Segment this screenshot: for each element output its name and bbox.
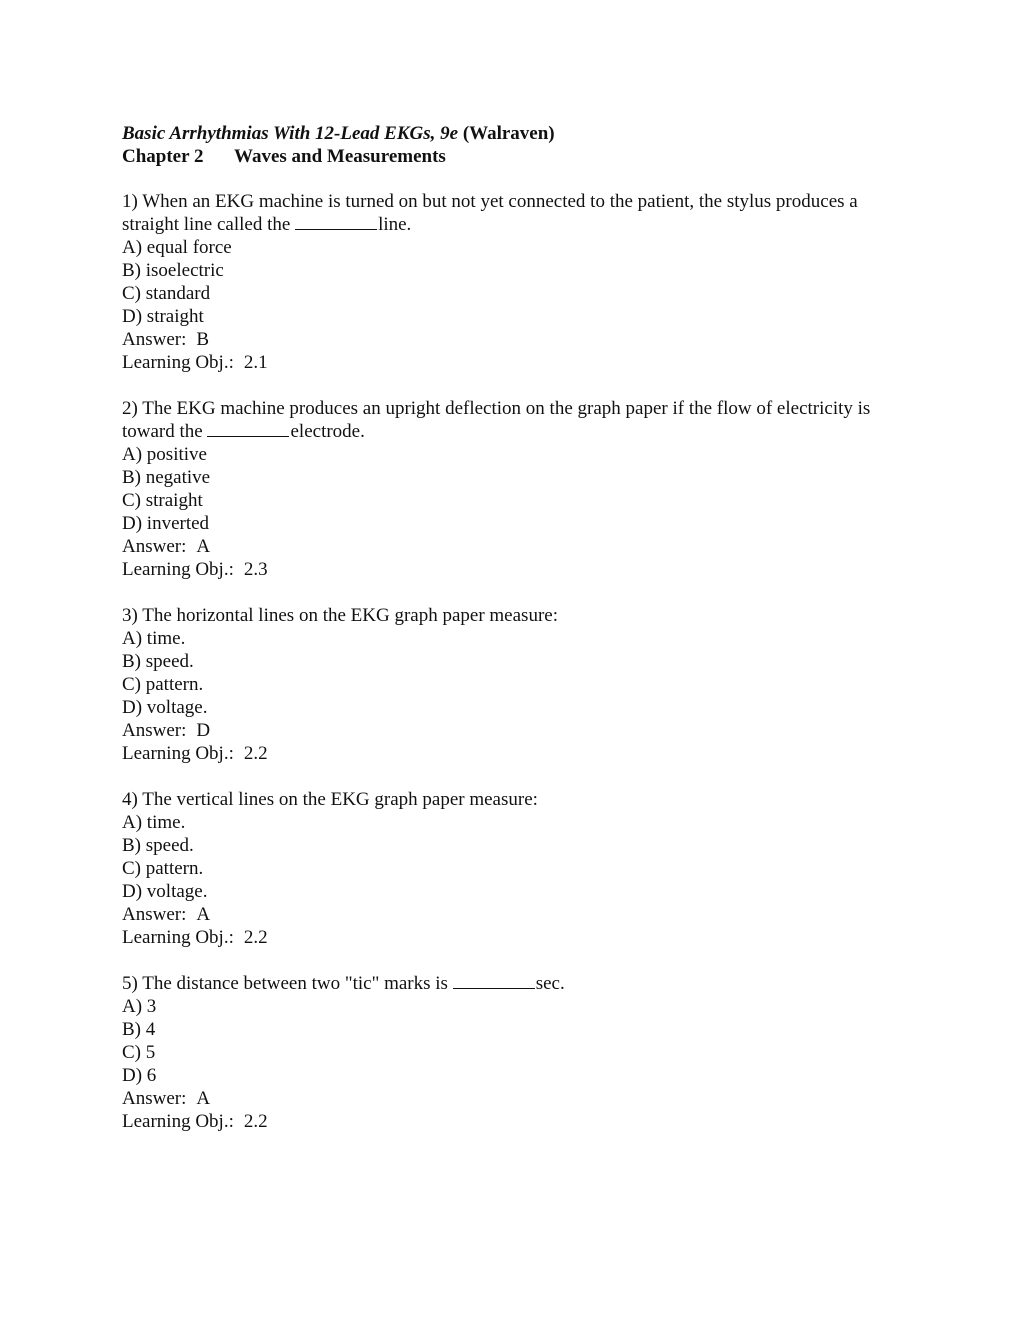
answer-option: D) voltage. [122, 881, 208, 902]
question-stem [122, 604, 902, 627]
question-item [122, 788, 902, 949]
question-stem-suffix: sec. [535, 973, 565, 994]
objective-line [122, 558, 902, 581]
answer-option: A) equal force [122, 237, 232, 258]
objective-value: 2.2 [243, 927, 268, 948]
objective-value: 2.2 [243, 1111, 268, 1132]
answer-option: B) negative [122, 467, 211, 488]
question-stem-suffix: electrode. [290, 421, 365, 442]
objective-label: Learning Obj.: [122, 559, 234, 580]
question-stem [122, 788, 902, 811]
answer-label: Answer: [122, 1088, 187, 1109]
chapter-label: Chapter 2 [122, 146, 204, 167]
question-stem [122, 397, 902, 443]
answer-line [122, 903, 902, 926]
chapter-title: Waves and Measurements [234, 146, 446, 167]
question-item [122, 397, 902, 581]
document-header [122, 122, 902, 168]
answer-option: D) voltage. [122, 697, 208, 718]
answer-option: C) straight [122, 490, 203, 511]
objective-line [122, 351, 902, 374]
answer-line [122, 535, 902, 558]
answer-option: A) time. [122, 812, 186, 833]
answer-option: D) straight [122, 306, 204, 327]
answer-option: C) pattern. [122, 858, 204, 879]
answer-option: C) 5 [122, 1042, 156, 1063]
objective-value: 2.2 [243, 743, 268, 764]
question-stem-text: 5) The distance between two "tic" marks is [122, 973, 453, 994]
question-item [122, 190, 902, 374]
question-item [122, 604, 902, 765]
answer-option: C) pattern. [122, 674, 204, 695]
question-list [122, 190, 902, 1133]
answer-option: D) 6 [122, 1065, 157, 1086]
book-author: (Walraven) [462, 123, 555, 144]
book-title-line [122, 122, 902, 145]
question-stem [122, 972, 902, 995]
answer-line [122, 719, 902, 742]
question-stem-text: 4) The vertical lines on the EKG graph paper measure: [122, 789, 538, 810]
question-stem-suffix: line. [378, 214, 412, 235]
question-stem [122, 190, 902, 236]
question-stem-text: 1) When an EKG machine is turned on but not yet connected to the patient, the stylus produces a straight line called the [122, 191, 858, 235]
answer-option: A) positive [122, 444, 207, 465]
question-stem-text: 3) The horizontal lines on the EKG graph paper measure: [122, 605, 558, 626]
answer-label: Answer: [122, 720, 187, 741]
book-title: Basic Arrhythmias With 12-Lead EKGs, 9e [122, 123, 459, 144]
answer-line [122, 328, 902, 351]
question-stem-text: 2) The EKG machine produces an upright deflection on the graph paper if the flow of electricity is toward the [122, 398, 871, 442]
answer-option: B) speed. [122, 835, 194, 856]
answer-value: A [196, 536, 211, 557]
objective-line [122, 1110, 902, 1133]
objective-label: Learning Obj.: [122, 927, 234, 948]
document-page [122, 122, 902, 1156]
answer-label: Answer: [122, 536, 187, 557]
objective-line [122, 926, 902, 949]
answer-option: B) isoelectric [122, 260, 224, 281]
answer-option: A) 3 [122, 996, 157, 1017]
fill-in-blank [453, 972, 535, 989]
answer-line [122, 1087, 902, 1110]
answer-option: A) time. [122, 628, 186, 649]
answer-option: C) standard [122, 283, 211, 304]
answer-option: B) 4 [122, 1019, 156, 1040]
objective-value: 2.3 [243, 559, 268, 580]
question-item [122, 972, 902, 1133]
objective-label: Learning Obj.: [122, 743, 234, 764]
answer-label: Answer: [122, 904, 187, 925]
fill-in-blank [295, 213, 377, 230]
answer-option: B) speed. [122, 651, 194, 672]
answer-option: D) inverted [122, 513, 210, 534]
answer-value: D [196, 720, 211, 741]
answer-label: Answer: [122, 329, 187, 350]
chapter-line [122, 145, 902, 168]
answer-value: A [196, 904, 211, 925]
objective-line [122, 742, 902, 765]
objective-label: Learning Obj.: [122, 352, 234, 373]
fill-in-blank [207, 420, 289, 437]
answer-value: A [196, 1088, 211, 1109]
answer-value: B [196, 329, 210, 350]
objective-value: 2.1 [243, 352, 268, 373]
objective-label: Learning Obj.: [122, 1111, 234, 1132]
